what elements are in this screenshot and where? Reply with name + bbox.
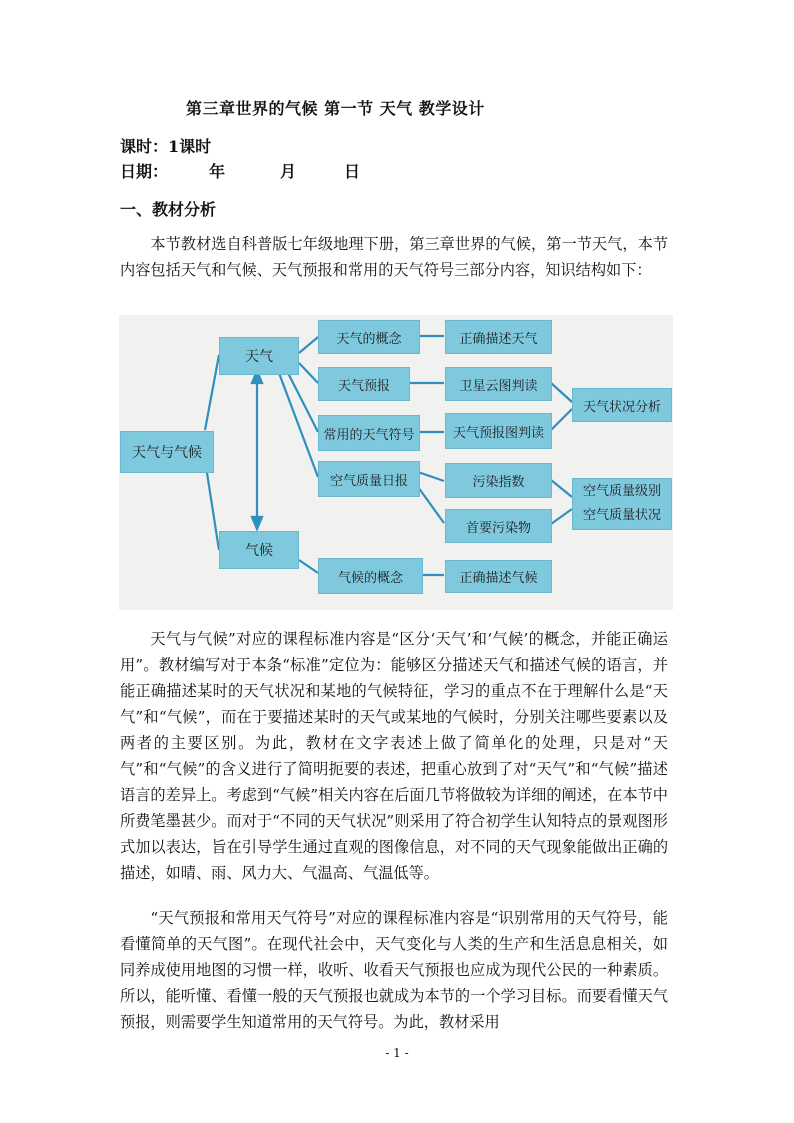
paragraph-forecast-symbols: “天气预报和常用天气符号”对应的课程标准内容是“识别常用的天气符号，能看懂简单的天气图”。在现代社会中，天气变化与人类的生产和生活息息相关，如同养成使用地图的习惯一样，收听、收看天气预报也应成为现代公民的一种素质。所以，能听懂、看懂一般的天气预报也就成为本节的一个学习目标。而要看懂天气预报，则需要学生知道常用的天气符号。为此，教材采用 bbox=[120, 909, 668, 1031]
paragraph-weather-climate: 天气与气候”对应的课程标准内容是“区分‘天气’和‘气候’的概念，并能正确运用”。教材编写对于本条“标准”定位为：能够区分描述天气和描述气候的语言，并能正确描述某时的天气状况和某地的气候特征，学习的重点不在于理解什么是“天气”和“气候”，而在于要描述某时的天气或某地的气候时，分别关注哪些要素以及两者的主要区别。为此，教材在文字表述上做了简单化的处理，只是对“天气”和“气候”的含义进行了简明扼要的表述，把重心放到了对“天气”和“气候”描述语言的差异上。考虑到“气候”相关内容在后面几节将做较为详细的阐述，在本节中所费笔墨甚少。而对于“不同的天气状况”则采用了符合初学生认知特点的景观图形式加以表达，旨在引导学生通过直观的图像信息，对不同的天气现象能做出正确的描述，如晴、雨、风力大、气温高、气温低等。 bbox=[120, 630, 668, 882]
node-describe-weather: 正确描述天气 bbox=[445, 320, 552, 354]
node-describe-climate: 正确描述气候 bbox=[445, 560, 552, 593]
date-day: 日 bbox=[344, 162, 361, 181]
section-heading: 一、教材分析 bbox=[120, 200, 217, 219]
node-weather-analysis: 天气状况分析 bbox=[572, 388, 672, 422]
date-month: 月 bbox=[280, 162, 297, 181]
class-hours: 课时：1课时 bbox=[120, 137, 212, 156]
node-forecast-map: 天气预报图判读 bbox=[445, 413, 552, 449]
node-climate: 气候 bbox=[219, 531, 299, 569]
node-weather-and-climate: 天气与气候 bbox=[120, 431, 214, 473]
paragraph-intro: 本节教材选自科普版七年级地理下册，第三章世界的气候，第一节天气，本节内容包括天气和气候、天气预报和常用的天气符号三部分内容，知识结构如下： bbox=[120, 235, 668, 279]
node-pollution-index: 污染指数 bbox=[445, 463, 552, 498]
node-air-quality-result bbox=[572, 478, 672, 530]
node-primary-pollutant: 首要污染物 bbox=[445, 509, 552, 543]
node-climate-concept: 气候的概念 bbox=[318, 558, 423, 594]
date-label: 日期： bbox=[120, 162, 169, 181]
node-weather-symbols: 常用的天气符号 bbox=[318, 415, 420, 451]
knowledge-structure-diagram bbox=[119, 315, 673, 610]
node-air-quality-level: 空气质量级别 bbox=[582, 484, 661, 499]
node-weather-concept: 天气的概念 bbox=[318, 320, 420, 354]
node-air-quality-daily: 空气质量日报 bbox=[318, 461, 420, 497]
node-weather: 天气 bbox=[219, 337, 299, 375]
node-weather-forecast: 天气预报 bbox=[318, 367, 410, 401]
node-air-quality-status: 空气质量状况 bbox=[582, 508, 661, 523]
node-satellite-image: 卫星云图判读 bbox=[445, 367, 552, 401]
date-year: 年 bbox=[209, 162, 226, 181]
document-title: 第三章世界的气候 第一节 天气 教学设计 bbox=[186, 99, 485, 118]
page-number: - 1 - bbox=[385, 1046, 409, 1060]
date-line bbox=[120, 159, 361, 182]
